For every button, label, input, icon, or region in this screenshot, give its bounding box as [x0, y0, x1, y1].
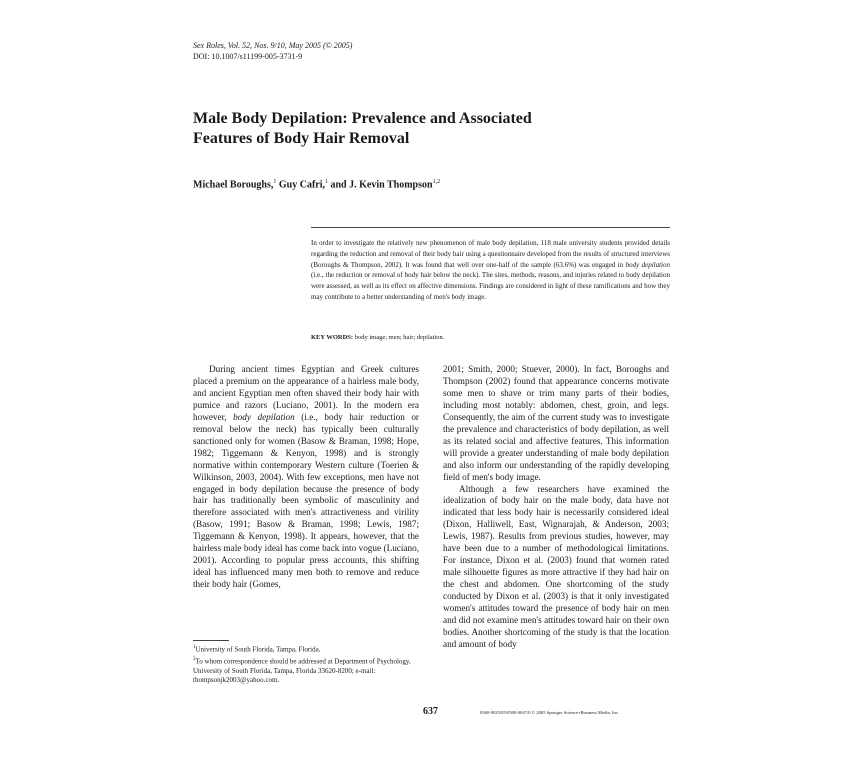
abstract — [311, 227, 670, 303]
footnotes — [193, 643, 423, 686]
copyright-line: 0360-0025/05/0500-0637/0 © 2005 Springer Science+Business Media, Inc. — [480, 710, 620, 715]
footnote-text: University of South Florida, Tampa, Florida. — [195, 645, 321, 654]
footnote-marker: 2 — [193, 656, 196, 662]
author-3-affil: 1,2 — [432, 179, 441, 185]
author-3: and J. Kevin Thompson — [330, 179, 433, 191]
paragraph: 2001; Smith, 2000; Stuever, 2000). In fact, Boroughs and Thompson (2002) found that appearance concerns motivate some men to shave or trim many parts of their bodies, including most notably: abdomen, chest, groin, and legs. Consequently, the aim of the current study was to investigate the prevalence and characteristics of body depilation, as well as its related social and affective features. This information will provide a greater understanding of male body depilation and also inform our understanding of the rapidly developing field of men's body image. — [443, 364, 669, 482]
journal-copyright: © 2005) — [325, 41, 353, 50]
paragraph-text: During ancient times Egyptian and Greek cultures placed a premium on the appearance of a hairless male body, and ancient Egyptian men often shaved their body hair with pumice and razors (Luciano, 2001). In the modern era however, — [193, 364, 419, 422]
author-1-affil: 1 — [273, 179, 277, 185]
title-line-1: Male Body Depilation: Prevalence and Associated — [193, 110, 532, 127]
paper-title — [193, 109, 653, 149]
footnote-text: To whom correspondence should be addressed at Department of Psychology, University of South Florida, Tampa, Florida 33620-8200; e-mail: thompsonjk2003@yahoo.com. — [193, 657, 411, 685]
body-column-left — [193, 364, 419, 591]
paragraph: Although a few researchers have examined the idealization of body hair on the male body, data have not indicated that less body hair is necessarily considered ideal (Dixon, Halliwell, East, Wignarajah, & Anderson, 2003; Lewis, 1987). Results from previous studies, however, may have been due to a number of methodological limitations. For instance, Dixon et al. (2003) found that women rated male silhouette figures as more attractive if they had hair on the chest and abdomen. One shortcoming of the study conducted by Dixon et al. (2003) is that it only investigated women's attitudes toward the presence of body hair on men and did not examine men's attitudes toward hair on their own bodies. Another shortcoming of the study is that the location and amount of body — [443, 483, 669, 649]
keywords-text: body image; men; hair; depilation. — [353, 334, 445, 341]
author-2: Guy Cafri, — [278, 179, 325, 191]
footnote-divider — [193, 640, 229, 641]
footnote-marker: 1 — [193, 645, 196, 650]
footnote-1 — [193, 643, 423, 655]
abstract-text-1: In order to investigate the relatively new phenomenon of male body depilation, 118 male university students provided details regarding the reduction and removal of their body hair using a questionnaire developed from the results of structured interviews (Boroughs & Thompson, 2002). It was found that well over one-half of the sample (63.6%) was engaged in — [311, 239, 670, 269]
keywords-label: KEY WORDS: — [311, 334, 354, 341]
doi: DOI: 10.1007/s11199-005-3731-9 — [193, 52, 303, 61]
paragraph-italic-term: body depilation — [233, 411, 295, 422]
footnote-2 — [193, 655, 423, 686]
paragraph — [193, 364, 419, 591]
page-number: 637 — [423, 706, 438, 717]
journal-citation: Sex Roles, Vol. 52, Nos. 9/10, May 2005 ( — [193, 41, 326, 50]
author-1: Michael Boroughs, — [193, 179, 274, 191]
author-2-affil: 1 — [325, 179, 328, 185]
title-line-2: Features of Body Hair Removal — [193, 130, 410, 147]
abstract-text-2: (i.e., the reduction or removal of body hair below the neck). The sites, methods, reasons, and injuries related to body depilation were assessed, as well as its effect on affective dimensions. Findings are considered in light of these ramifications and how they may contribute to a better understanding of men's body image. — [311, 271, 670, 301]
paragraph-text: (i.e., body hair reduction or removal below the neck) has typically been culturally sanctioned only for women (Basow & Braman, 1998; Hope, 1982; Tiggemann & Kenyon, 1998) and is strongly normative within contemporary Western culture (Toerien & Wilkinson, 2003, 2004). With few exceptions, men have not engaged in body depilation because the presence of body hair has traditionally been symbolic of masculinity and therefore associated with men's attractiveness and virility (Basow, 1991; Basow & Braman, 1998; Lewis, 1987; Tiggemann & Kenyon, 1998). It appears, however, that the hairless male body ideal has come back into vogue (Luciano, 2001). According to popular press accounts, this shifting ideal has influenced many men both to remove and reduce their body hair (Gomes, — [193, 411, 419, 590]
keywords — [311, 334, 444, 341]
body-column-right — [443, 364, 669, 651]
abstract-italic-term: body depilation — [625, 260, 670, 269]
journal-header — [193, 40, 352, 62]
author-list — [193, 179, 440, 190]
